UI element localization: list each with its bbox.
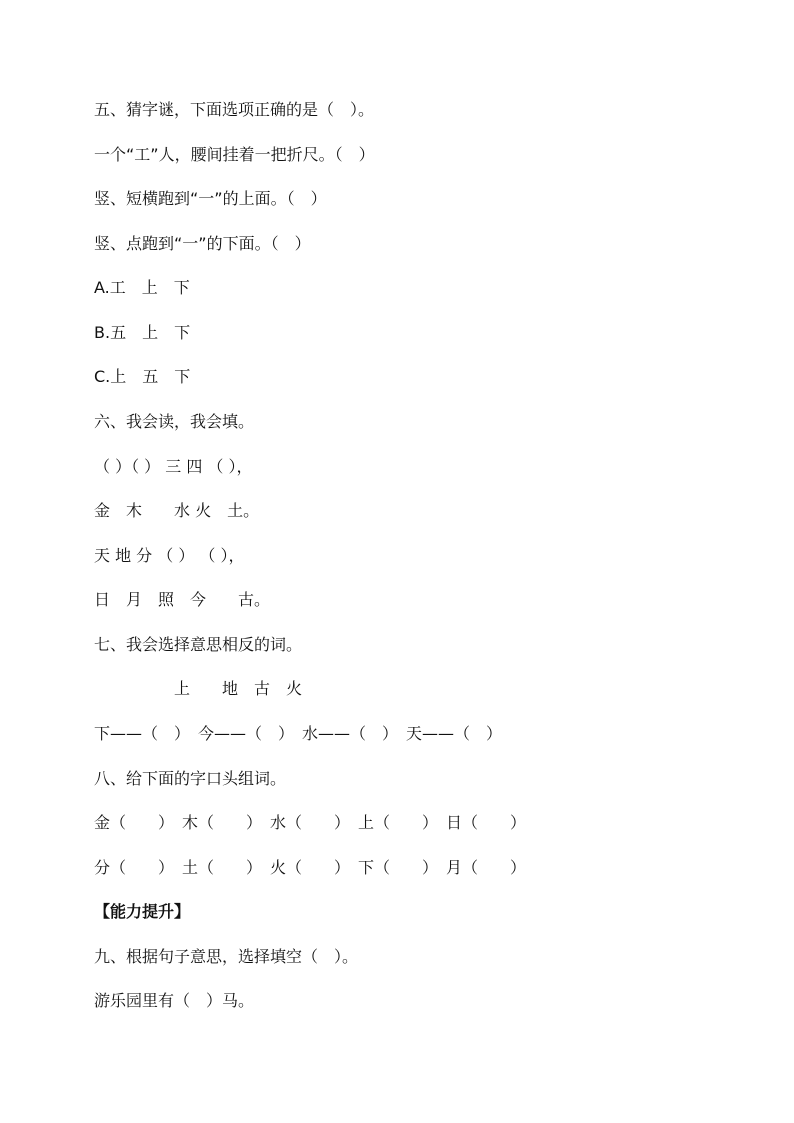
q5-option-c: C.上 五 下: [94, 367, 191, 386]
q8-row-2: 分（ ） 土（ ） 火（ ） 下（ ） 月（ ）: [94, 858, 527, 877]
q9-sentence: 游乐园里有（ ）马。: [94, 991, 255, 1010]
q7-word-bank: 上 地 古 火: [174, 679, 303, 698]
q5-title: 五、猜字谜，下面选项正确的是（ ）。: [94, 100, 375, 119]
q9-title: 九、根据句子意思，选择填空（ ）。: [94, 947, 359, 966]
q7-title: 七、我会选择意思相反的词。: [94, 635, 303, 654]
q5-riddle-1: 一个“工”人，腰间挂着一把折尺。（ ）: [94, 145, 375, 164]
q8-row-1: 金（ ） 木（ ） 水（ ） 上（ ） 日（ ）: [94, 813, 527, 832]
q6-line-2: 金 木 水 火 土。: [94, 501, 260, 520]
q8-title: 八、给下面的字口头组词。: [94, 769, 287, 788]
q5-riddle-3: 竖、点跑到“一”的下面。（ ）: [94, 234, 311, 253]
section-ability-heading: 【能力提升】: [94, 902, 191, 921]
q7-pairs: 下——（ ） 今——（ ） 水——（ ） 天——（ ）: [94, 724, 503, 743]
q6-line-4: 日 月 照 今 古。: [94, 590, 271, 609]
q6-title: 六、我会读，我会填。: [94, 412, 255, 431]
q5-option-b: B.五 上 下: [94, 323, 191, 342]
q6-line-1: （ ）（ ） 三 四 （ ），: [94, 457, 253, 476]
q5-riddle-2: 竖、短横跑到“一”的上面。（ ）: [94, 189, 327, 208]
q5-option-a: A.工 上 下: [94, 278, 190, 297]
q6-line-3: 天 地 分 （ ） （ ），: [94, 546, 245, 565]
